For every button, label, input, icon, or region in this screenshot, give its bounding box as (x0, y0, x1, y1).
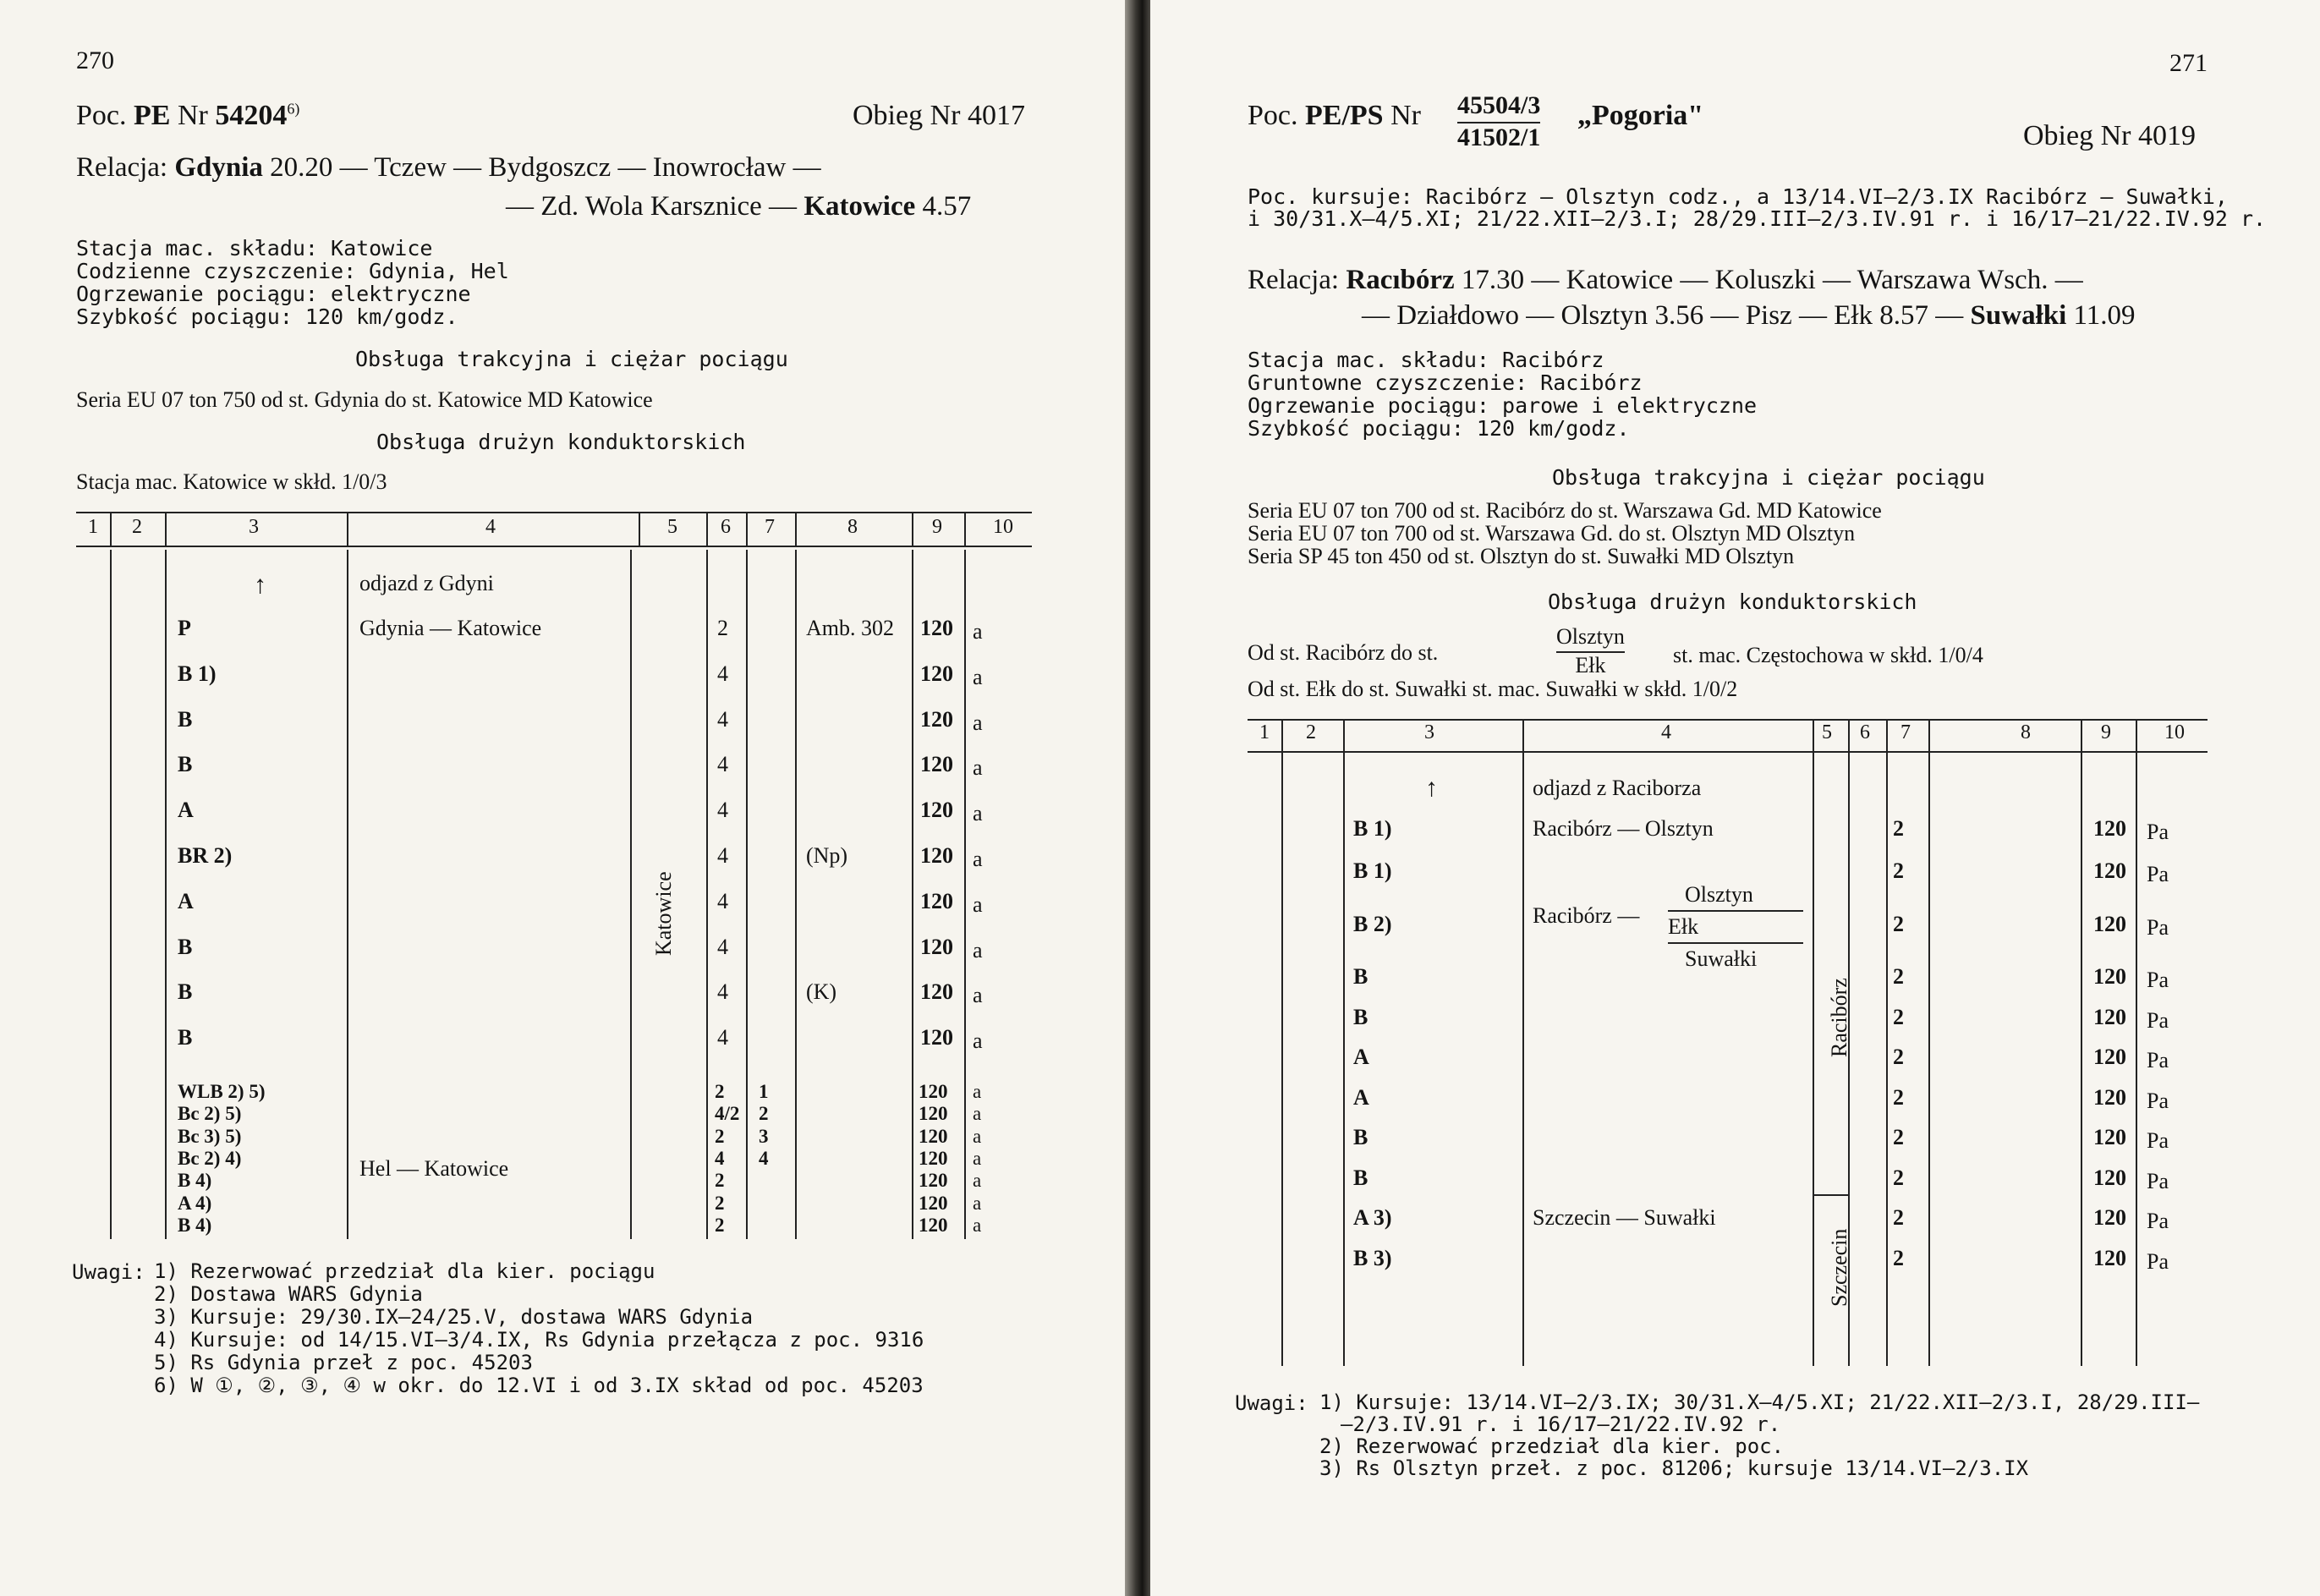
car-speed: 120 (919, 1170, 948, 1192)
relation-route-2: — Działdowo — Olsztyn 3.56 — Pisz — Ełk 8.57 — (1362, 300, 1964, 331)
column-divider (1813, 753, 1814, 1366)
column-header: 7 (1900, 721, 1911, 743)
branch-destination: Suwałki (1685, 946, 1758, 971)
column-header: 7 (765, 516, 775, 538)
column-divider (110, 550, 112, 1239)
departure-arrow-icon: ↑ (254, 571, 266, 599)
car-heating: a (973, 1147, 982, 1169)
kursuje-line: i 30/31.X—4/5.XI; 21/22.XII—2/3.I; 28/29.III—2/3.IV.91 r. i 16/17—21/22.IV.92 r. (1248, 206, 2267, 231)
relation-route: 17.30 — Katowice — Koluszki — Warszawa Wsch. — (1461, 265, 2083, 295)
column-divider (964, 512, 966, 546)
car-class: B 4) (178, 1214, 212, 1236)
car-count: 2 (1893, 816, 1904, 841)
column-header: 10 (993, 516, 1013, 538)
car-heating: Pa (2147, 1128, 2169, 1153)
car-heating: a (973, 664, 983, 689)
crew-line-2: Od st. Ełk do st. Suwałki st. mac. Suwałki w skłd. 1/0/2 (1248, 677, 1738, 701)
column-header: 3 (1424, 721, 1434, 743)
car-speed: 120 (2093, 1045, 2126, 1069)
car-heating: Pa (2147, 1048, 2169, 1072)
car-class: B (178, 752, 193, 777)
car-count: 4 (717, 752, 728, 777)
car-speed: 120 (2093, 1246, 2126, 1270)
train-type: PE (134, 100, 171, 131)
column-divider (630, 550, 632, 1239)
car-heating: a (973, 1103, 982, 1125)
notes-label: Uwagi: (72, 1260, 145, 1284)
train-header (76, 100, 299, 132)
column-header: 10 (2164, 721, 2185, 743)
note-item: 1) Rezerwować przedział dla kier. pociągu (154, 1259, 655, 1283)
note-item: 2) Dostawa WARS Gdynia (154, 1282, 423, 1306)
kursuje-line: Poc. kursuje: Racibórz — Olsztyn codz., a 13/14.VI—2/3.IX Racibórz — Suwałki, (1248, 184, 2228, 209)
car-class: B (1353, 1125, 1368, 1149)
traction-line: Seria EU 07 ton 700 od st. Warszawa Gd. do st. Olsztyn MD Olsztyn (1248, 521, 1856, 546)
info-line: Szybkość pociągu: 120 km/godz. (76, 304, 458, 329)
car-class: A 3) (1353, 1205, 1392, 1230)
page-number: 271 (2169, 49, 2208, 77)
column-header: 2 (1306, 721, 1316, 743)
car-speed: 120 (920, 706, 953, 732)
info-line: Ogrzewanie pociągu: parowe i elektryczne (1248, 393, 1758, 418)
car-speed: 120 (920, 616, 953, 640)
car-heating: Pa (2147, 1209, 2169, 1233)
car-speed: 120 (2093, 964, 2126, 989)
car-class: A (178, 798, 194, 823)
column-header: 3 (249, 516, 259, 538)
column-header: 9 (2101, 721, 2111, 743)
note-item: —2/3.IV.91 r. i 16/17—21/22.IV.92 r. (1341, 1412, 1781, 1436)
car-position: 3 (759, 1125, 769, 1147)
column-divider (1343, 719, 1345, 751)
car-speed: 120 (919, 1081, 948, 1102)
car-route: Hel — Katowice (359, 1155, 509, 1181)
car-heating: Pa (2147, 820, 2169, 844)
info-block (76, 237, 509, 328)
car-heating: a (973, 710, 983, 735)
car-class: B 1) (178, 661, 217, 686)
train-prefix: Poc. (76, 100, 127, 131)
column-header: 5 (1822, 721, 1832, 743)
car-count: 2 (1893, 1125, 1904, 1149)
car-count: 4 (717, 706, 728, 732)
column-divider (1886, 753, 1888, 1366)
car-count: 2 (1893, 1045, 1904, 1069)
vertical-station-label: Racibórz (1827, 978, 1851, 1057)
traction-lines (1248, 499, 1882, 568)
car-heating: a (973, 1214, 982, 1236)
relation-route: 20.20 — Tczew — Bydgoszcz — Inowrocław — (270, 152, 821, 183)
column-divider (1813, 719, 1814, 751)
column-divider (2136, 753, 2137, 1366)
car-class: Bc 2) 4) (178, 1147, 242, 1169)
car-count: 4 (715, 1147, 725, 1169)
column-header: 8 (2021, 721, 2031, 743)
traction-line: Seria SP 45 ton 450 od st. Olsztyn do st. Suwałki MD Olsztyn (1248, 544, 1795, 568)
column-header: 1 (88, 516, 98, 538)
crew-fraction-top: Olsztyn (1556, 624, 1625, 653)
car-count: 2 (1893, 1005, 1904, 1029)
note-item: 3) Kursuje: 29/30.IX—24/25.V, dostawa WARS Gdynia (154, 1305, 754, 1329)
column-divider (347, 512, 348, 546)
info-line: Codzienne czyszczenie: Gdynia, Hel (76, 259, 509, 283)
car-remark: Amb. 302 (806, 616, 894, 640)
column-divider (1848, 719, 1850, 751)
car-speed: 120 (2093, 1205, 2126, 1230)
car-speed: 120 (919, 1125, 948, 1147)
car-position: 2 (759, 1103, 769, 1125)
car-count: 4 (717, 661, 728, 686)
column-divider (706, 550, 708, 1239)
car-speed: 120 (920, 934, 953, 959)
car-speed: 120 (2093, 1005, 2126, 1029)
train-number-bottom: 41502/1 (1457, 123, 1541, 151)
column-header: 1 (1259, 721, 1270, 743)
car-class: P (178, 616, 191, 640)
departure-arrow-icon: ↑ (1425, 774, 1438, 802)
car-class: B 3) (1353, 1246, 1392, 1270)
car-position: 1 (759, 1081, 769, 1102)
car-count: 4 (717, 888, 728, 913)
note-item: 5) Rs Gdynia przeł z poc. 45203 (154, 1351, 533, 1374)
note-item: 6) W ①, ②, ③, ④ w okr. do 12.VI i od 3.IX skład od poc. 45203 (154, 1374, 924, 1397)
relation-line-2 (506, 191, 971, 222)
car-count: 2 (717, 616, 728, 640)
car-count: 2 (1893, 1246, 1904, 1270)
column-divider (964, 550, 966, 1239)
info-line: Ogrzewanie pociągu: elektryczne (76, 282, 471, 306)
train-prefix: Poc. (1248, 100, 1298, 131)
info-line: Stacja mac. składu: Katowice (76, 236, 433, 261)
car-speed: 120 (920, 1025, 953, 1050)
info-line: Szybkość pociągu: 120 km/godz. (1248, 416, 1630, 441)
car-speed: 120 (919, 1147, 948, 1169)
vertical-station-label: Katowice (651, 871, 676, 956)
car-class: B 2) (1353, 912, 1392, 936)
obieg-number: Obieg Nr 4019 (2023, 120, 2196, 151)
car-speed: 120 (919, 1214, 948, 1236)
car-speed: 120 (920, 843, 953, 868)
car-heating: a (973, 937, 983, 963)
car-class: B (178, 979, 193, 1005)
column-divider (706, 512, 708, 546)
column-header: 4 (1661, 721, 1671, 743)
car-class: B (178, 1025, 193, 1050)
car-count: 2 (1893, 1205, 1904, 1230)
car-class: A (1353, 1085, 1369, 1110)
column-header: 6 (721, 516, 731, 538)
car-heating: a (973, 1170, 982, 1192)
car-speed: 120 (919, 1192, 948, 1214)
column-divider (1886, 719, 1888, 751)
column-divider (347, 550, 348, 1239)
vertical-station-label: Szczecin (1827, 1228, 1851, 1307)
kursuje-block (1248, 186, 2266, 230)
page-number: 270 (76, 47, 114, 74)
crew-line-1-pre: Od st. Racibórz do st. (1248, 640, 1439, 665)
info-line: Gruntowne czyszczenie: Racibórz (1248, 370, 1643, 395)
relation-line-1 (1248, 265, 2083, 296)
branch-destination: Olsztyn (1668, 880, 1803, 912)
departure-text: odjazd z Raciborza (1533, 776, 1702, 800)
car-count: 2 (715, 1170, 725, 1192)
car-speed: 120 (2093, 1165, 2126, 1190)
car-heating: a (973, 1192, 982, 1214)
car-speed: 120 (920, 798, 953, 823)
car-speed: 120 (2093, 1085, 2126, 1110)
crew-fraction (1556, 624, 1625, 678)
traction-line: Seria EU 07 ton 750 od st. Gdynia do st. Katowice MD Katowice (76, 387, 653, 412)
column-divider (746, 550, 748, 1239)
car-class: Bc 2) 5) (178, 1103, 242, 1125)
car-speed: 120 (2093, 816, 2126, 841)
car-class: B (178, 934, 193, 959)
car-speed: 120 (919, 1103, 948, 1125)
note-item: 1) Kursuje: 13/14.VI—2/3.IX; 30/31.X—4/5.XI; 21/22.XII—2/3.I, 28/29.III— (1319, 1390, 2200, 1414)
column-divider (165, 512, 167, 546)
relation-destination: Katowice (803, 191, 916, 222)
car-heating: a (973, 847, 983, 871)
column-header: 2 (132, 516, 142, 538)
car-class: Bc 3) 5) (178, 1125, 242, 1147)
traction-heading: Obsługa trakcyjna i ciężar pociągu (355, 347, 788, 371)
train-number-top: 45504/3 (1457, 91, 1540, 123)
column-divider (2081, 719, 2082, 751)
crew-heading: Obsługa drużyn konduktorskich (1548, 590, 1917, 614)
car-count: 4 (717, 979, 728, 1005)
column-divider (1928, 753, 1930, 1366)
notes-label: Uwagi: (1235, 1391, 1308, 1415)
car-speed: 120 (2093, 912, 2126, 936)
crew-line: Stacja mac. Katowice w skłd. 1/0/3 (76, 469, 387, 494)
column-divider (795, 550, 797, 1239)
car-heating: Pa (2147, 968, 2169, 992)
column-divider (2081, 753, 2082, 1366)
car-route: Racibórz — Olsztyn (1533, 816, 1714, 841)
info-block (1248, 348, 1757, 440)
car-heating: Pa (2147, 915, 2169, 940)
car-count: 4 (717, 843, 728, 868)
car-count: 2 (715, 1192, 725, 1214)
car-heating: a (973, 1081, 982, 1102)
car-heating: a (973, 619, 983, 644)
relation-line-1 (76, 152, 821, 184)
car-count: 2 (715, 1214, 725, 1236)
relation-origin: Gdynia (174, 152, 263, 183)
column-divider (639, 512, 640, 546)
obieg-number: Obieg Nr 4017 (853, 100, 1025, 131)
train-type: PE/PS (1305, 100, 1384, 131)
car-class: B 4) (178, 1170, 212, 1192)
column-divider (2136, 719, 2137, 751)
car-class: B (178, 706, 193, 732)
relation-arrival-time: 4.57 (922, 191, 972, 222)
car-class: A (178, 888, 194, 913)
notes-list (1319, 1391, 2199, 1479)
column-divider (1281, 719, 1283, 751)
train-name: „Pogoria" (1577, 100, 1704, 131)
car-class: B 1) (1353, 816, 1392, 841)
car-heating: Pa (2147, 1008, 2169, 1033)
car-heating: a (973, 755, 983, 781)
column-divider (746, 512, 748, 546)
car-remark: (Np) (806, 843, 848, 868)
car-count: 2 (1893, 858, 1904, 883)
car-heating: a (973, 1125, 982, 1147)
column-divider (165, 550, 167, 1239)
car-route: Szczecin — Suwałki (1533, 1205, 1716, 1230)
car-count: 2 (1893, 1165, 1904, 1190)
car-count: 2 (1893, 912, 1904, 936)
column-divider (110, 512, 112, 546)
car-class: B (1353, 1165, 1368, 1190)
car-heating: Pa (2147, 862, 2169, 886)
relation-label: Relacja: (1248, 265, 1340, 295)
note-item: 2) Rezerwować przedział dla kier. poc. (1319, 1434, 1785, 1458)
car-speed: 120 (920, 752, 953, 777)
column-header: 5 (667, 516, 677, 538)
column-divider (1343, 753, 1345, 1366)
notes-list (154, 1260, 924, 1397)
traction-heading: Obsługa trakcyjna i ciężar pociągu (1552, 465, 1985, 490)
relation-label: Relacja: (76, 152, 168, 183)
car-count: 2 (1893, 1085, 1904, 1110)
car-count: 2 (715, 1081, 725, 1102)
relation-arrival-time: 11.09 (2073, 300, 2136, 331)
car-speed: 120 (2093, 1125, 2126, 1149)
branch-destination: Ełk (1668, 912, 1803, 944)
car-count: 2 (1893, 964, 1904, 989)
train-number: 54204 (215, 100, 288, 131)
note-item: 4) Kursuje: od 14/15.VI—3/4.IX, Rs Gdynia przełącza z poc. 9316 (154, 1328, 924, 1352)
car-heating: a (973, 891, 983, 917)
info-line: Stacja mac. składu: Racibórz (1248, 348, 1604, 372)
crew-line-1-post: st. mac. Częstochowa w skłd. 1/0/4 (1673, 643, 1983, 667)
car-count: 4 (717, 934, 728, 959)
column-divider (912, 550, 913, 1239)
car-class: A 4) (178, 1192, 212, 1214)
car-heating: a (973, 801, 983, 826)
train-footnote-ref: 6) (287, 100, 300, 118)
car-class: B 1) (1353, 858, 1392, 883)
column-header: 6 (1860, 721, 1870, 743)
car-count: 4 (717, 1025, 728, 1050)
column-divider (912, 512, 913, 546)
column-divider (1281, 753, 1283, 1366)
car-class: BR 2) (178, 843, 233, 868)
relation-route-2: — Zd. Wola Karsznice — (506, 191, 798, 222)
crew-fraction-bottom: Ełk (1575, 653, 1606, 677)
column-header: 8 (847, 516, 858, 538)
train-nr-label: Nr (177, 100, 208, 131)
column-divider (1522, 753, 1524, 1366)
column-divider (795, 512, 797, 546)
car-heating: a (973, 983, 983, 1008)
branch-stack (1668, 880, 1803, 974)
relation-origin: Racıbórz (1346, 265, 1455, 295)
car-heating: Pa (2147, 1089, 2169, 1113)
train-number-fraction (1457, 91, 1540, 152)
car-count: 2 (715, 1125, 725, 1147)
car-count: 4/2 (715, 1103, 740, 1125)
car-speed: 120 (920, 979, 953, 1005)
car-class: WLB 2) 5) (178, 1081, 266, 1102)
train-nr-label: Nr (1390, 100, 1421, 131)
car-route: Gdynia — Katowice (359, 616, 542, 640)
traction-line: Seria EU 07 ton 700 od st. Racibórz do st. Warszawa Gd. MD Katowice (1248, 498, 1882, 523)
car-class: B (1353, 1005, 1368, 1029)
car-speed: 120 (920, 661, 953, 686)
column-header: 4 (485, 516, 496, 538)
column-divider (1928, 719, 1930, 751)
column-header: 9 (932, 516, 942, 538)
car-class: A (1353, 1045, 1369, 1069)
train-header (1248, 100, 1421, 132)
relation-line-2 (1362, 300, 2136, 332)
car-heating: Pa (2147, 1249, 2169, 1274)
right-page (1150, 0, 2320, 1596)
car-speed: 120 (920, 888, 953, 913)
car-speed: 120 (2093, 858, 2126, 883)
note-item: 3) Rs Olsztyn przeł. z poc. 81206; kursuje 13/14.VI—2/3.IX (1319, 1456, 2029, 1480)
crew-heading: Obsługa drużyn konduktorskich (376, 430, 746, 454)
left-page (0, 0, 1125, 1596)
relation-destination: Suwałki (1970, 300, 2067, 331)
car-heating: a (973, 1028, 983, 1054)
departure-text: odjazd z Gdyni (359, 571, 494, 595)
car-heating: Pa (2147, 1169, 2169, 1193)
car-remark: (K) (806, 979, 837, 1005)
column-divider (1522, 719, 1524, 751)
car-count: 4 (717, 798, 728, 823)
car-class: B (1353, 964, 1368, 989)
car-route: Racibórz — (1533, 903, 1640, 928)
car-position: 4 (759, 1147, 769, 1169)
